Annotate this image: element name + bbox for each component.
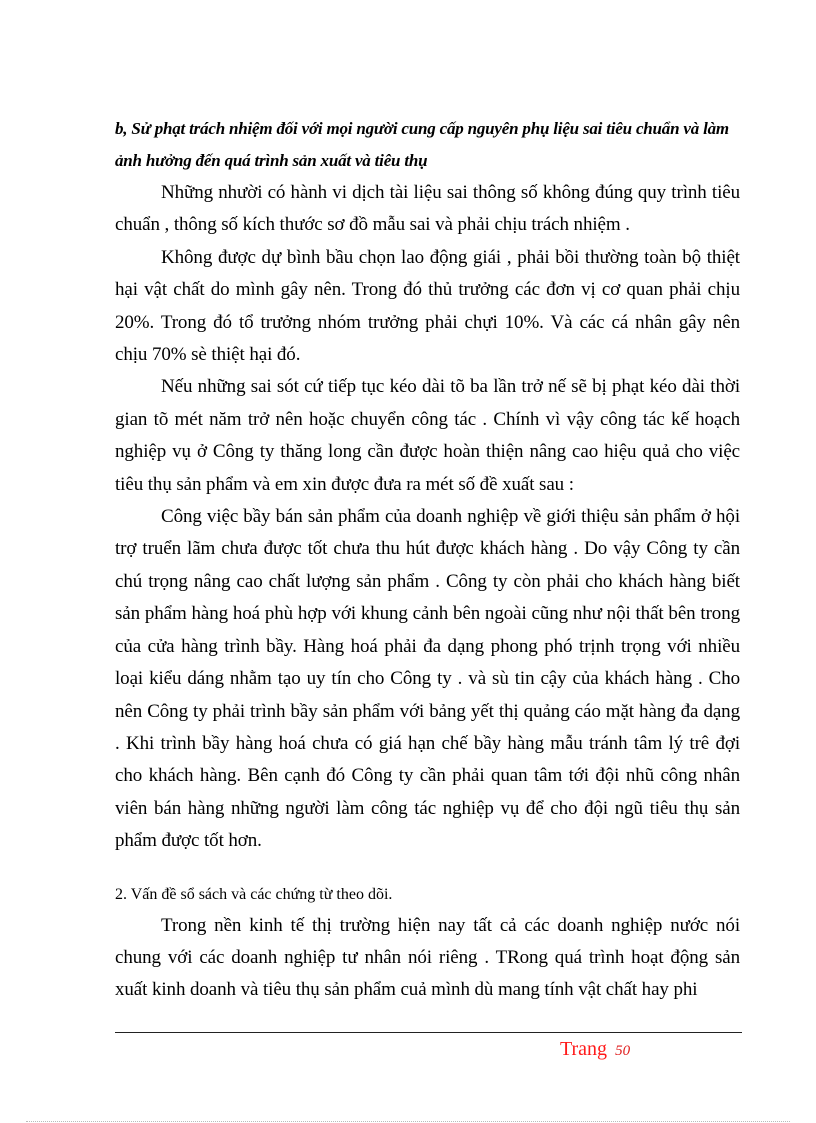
paragraph-responsibility: Những nhười có hành vi dịch tài liệu sai thông số không đúng quy trình tiêu chuẩn , thông số kích thước sơ đồ mẫu sai và phải chịu trách nhiệm . [115, 182, 740, 236]
page-number: 50 [615, 1043, 631, 1059]
page-bottom-border [26, 1121, 790, 1122]
paragraph-market-economy: Trong nền kinh tế thị trường hiện nay tất cả các doanh nghiệp nước nói chung với các doanh nghiệp tư nhân nói riêng . TRong quá trình hoạt động sản xuất kinh doanh và tiêu thụ sản phẩm cuả mình dù mang tính vật chất hay phi [115, 914, 740, 1001]
page-number-footer [560, 1037, 630, 1063]
page-content [115, 113, 740, 1007]
paragraph-repeat-errors: Nếu những sai sót cứ tiếp tục kéo dài tõ ba lần trở nế sẽ bị phạt kéo dài thời gian tõ mét năm trở nên hoặc chuyển công tác . Chính vì vậy công tác kế hoạch nghiệp vụ ở Công ty thăng long cần được hoàn thiện nâng cao hiệu quả cho việc tiêu thụ sản phẩm và em xin được đưa ra mét số đề xuất sau : [115, 376, 740, 495]
page-label: Trang [560, 1038, 608, 1060]
paragraph-display-sales: Công việc bầy bán sản phẩm của doanh nghiệp về giới thiệu sản phẩm ở hội trợ truển lãm chưa được tốt chưa thu hút được khách hàng . Do vậy Công ty cần chú trọng nâng cao chất lượng sản phẩm . Công ty còn phải cho khách hàng biết sản phẩm hàng hoá phù hợp với khung cảnh bên ngoài cũng như nội thất bên trong của cửa hàng trình bầy. Hàng hoá phải đa dạng phong phó trịnh trọng với nhiều loại kiểu dáng nhằm tạo uy tín cho Công ty . và sù tin cậy của khách hàng . Cho nên Công ty phải trình bầy sản phẩm với bảng yết thị quảng cáo mặt hàng đa dạng . Khi trình bầy hàng hoá chưa có giá hạn chế bầy hàng mẫu tránh tâm lý trê đợi cho khách hàng. Bên cạnh đó Công ty cần phải quan tâm tới đội nhũ công nhân viên bán hàng những người làm công tác nghiệp vụ để cho đội ngũ tiêu thụ sản phẩm được tốt hơn. [115, 506, 740, 852]
subheading-b: b, Sử phạt trách nhiệm đối với mọi người cung cấp nguyên phụ liệu sai tiêu chuẩn và làm ảnh hưởng đến quá trình sản xuất và tiêu thụ [115, 119, 729, 170]
section-heading-2: 2. Vấn đề sổ sách và các chứng từ theo dõi. [115, 885, 393, 903]
paragraph-compensation: Không được dự bình bầu chọn lao động giái , phải bồi thường toàn bộ thiệt hại vật chất do mình gây nên. Trong đó thủ trưởng các đơn vị cơ quan phải chịu 20%. Trong đó tổ trưởng nhóm trưởng phải chựi 10%. Và các cá nhân gây nên chịu 70% sè thiệt hại đó. [115, 246, 740, 366]
footer-divider [115, 1032, 742, 1033]
